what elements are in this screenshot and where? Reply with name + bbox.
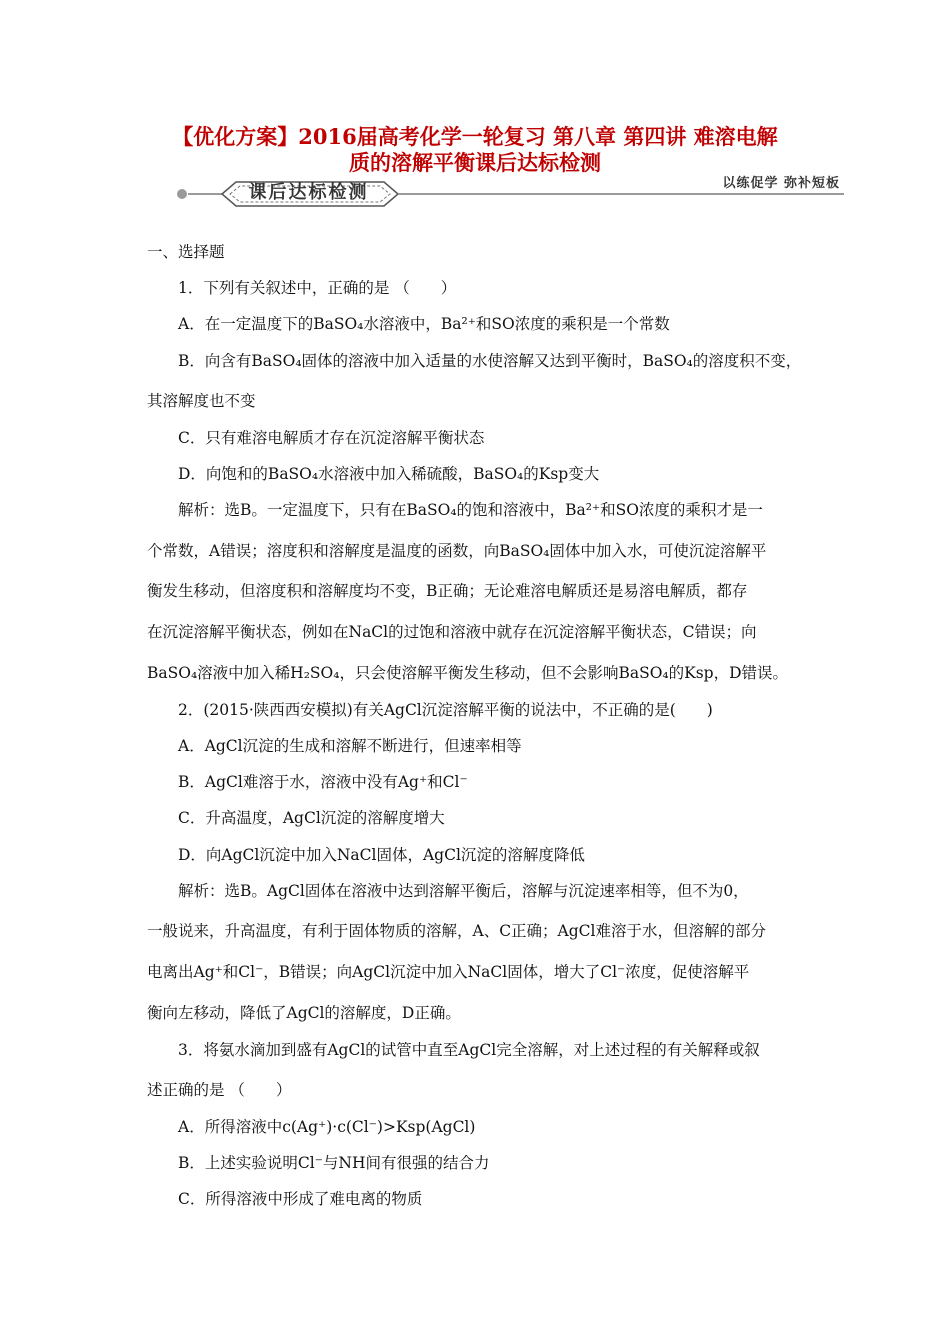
q3-stem-line2: 述正确的是 （ ） — [147, 1081, 292, 1099]
q2-stem: 2．(2015·陕西西安模拟)有关AgCl沉淀溶解平衡的说法中，不正确的是( ) — [178, 701, 713, 719]
q1-option-b-line2: 其溶解度也不变 — [147, 392, 256, 410]
q1-option-d: D．向饱和的BaSO₄水溶液中加入稀硫酸，BaSO₄的Ksp变大 — [178, 465, 600, 483]
q2-answer-line2: 一般说来，升高温度，有利于固体物质的溶解，A、C正确；AgCl难溶于水，但溶解的部分 — [147, 922, 766, 940]
q1-stem: 1．下列有关叙述中，正确的是 （ ） — [178, 279, 457, 297]
q1-answer-line1: 解析：选B。一定温度下，只有在BaSO₄的饱和溶液中，Ba²⁺和SO浓度的乘积才是一 — [178, 501, 763, 519]
q3-option-b: B．上述实验说明Cl⁻与NH间有很强的结合力 — [178, 1154, 490, 1172]
q3-option-a: A．所得溶液中c(Ag⁺)·c(Cl⁻)>Ksp(AgCl) — [178, 1118, 476, 1136]
q1-option-c: C．只有难溶电解质才存在沉淀溶解平衡状态 — [178, 429, 485, 447]
section-heading: 一、选择题 — [147, 243, 225, 261]
q2-option-a: A．AgCl沉淀的生成和溶解不断进行，但速率相等 — [178, 737, 522, 755]
q3-stem-line1: 3．将氨水滴加到盛有AgCl的试管中直至AgCl完全溶解，对上述过程的有关解释或叙 — [178, 1041, 760, 1059]
q3-option-c: C．所得溶液中形成了难电离的物质 — [178, 1190, 423, 1208]
q1-answer-line4: 在沉淀溶解平衡状态，例如在NaCl的过饱和溶液中就存在沉淀溶解平衡状态，C错误；向 — [147, 623, 757, 641]
q2-option-b: B．AgCl难溶于水，溶液中没有Ag⁺和Cl⁻ — [178, 773, 468, 791]
q1-answer-line2: 个常数，A错误；溶度积和溶解度是温度的函数，向BaSO₄固体中加入水，可使沉淀溶解平 — [147, 542, 767, 560]
banner-motto: 以练促学 弥补短板 — [722, 176, 840, 191]
q2-answer-line4: 衡向左移动，降低了AgCl的溶解度，D正确。 — [147, 1004, 461, 1022]
q2-option-c: C．升高温度，AgCl沉淀的溶解度增大 — [178, 809, 445, 827]
q2-answer-line3: 电离出Ag⁺和Cl⁻，B错误；向AgCl沉淀中加入NaCl固体，增大了Cl⁻浓度，促使溶解平 — [147, 963, 750, 981]
document-title-line2: 质的溶解平衡课后达标检测 — [349, 150, 601, 175]
q2-option-d: D．向AgCl沉淀中加入NaCl固体，AgCl沉淀的溶解度降低 — [178, 846, 585, 864]
q1-option-a: A．在一定温度下的BaSO₄水溶液中，Ba²⁺和SO浓度的乘积是一个常数 — [178, 315, 670, 333]
document-title-line1: 【优化方案】2016届高考化学一轮复习 第八章 第四讲 难溶电解 — [172, 124, 778, 149]
banner-label: 课后达标检测 — [248, 182, 369, 203]
q1-answer-line3: 衡发生移动，但溶度积和溶解度均不变，B正确；无论难溶电解质还是易溶电解质，都存 — [147, 582, 748, 600]
q1-option-b-line1: B．向含有BaSO₄固体的溶液中加入适量的水使溶解又达到平衡时，BaSO₄的溶度积不变， — [178, 352, 802, 370]
q2-answer-line1: 解析：选B。AgCl固体在溶液中达到溶解平衡后，溶解与沉淀速率相等，但不为0， — [178, 882, 749, 900]
q1-answer-line5: BaSO₄溶液中加入稀H₂SO₄，只会使溶解平衡发生移动，但不会影响BaSO₄的Ksp，D错误。 — [147, 664, 788, 682]
